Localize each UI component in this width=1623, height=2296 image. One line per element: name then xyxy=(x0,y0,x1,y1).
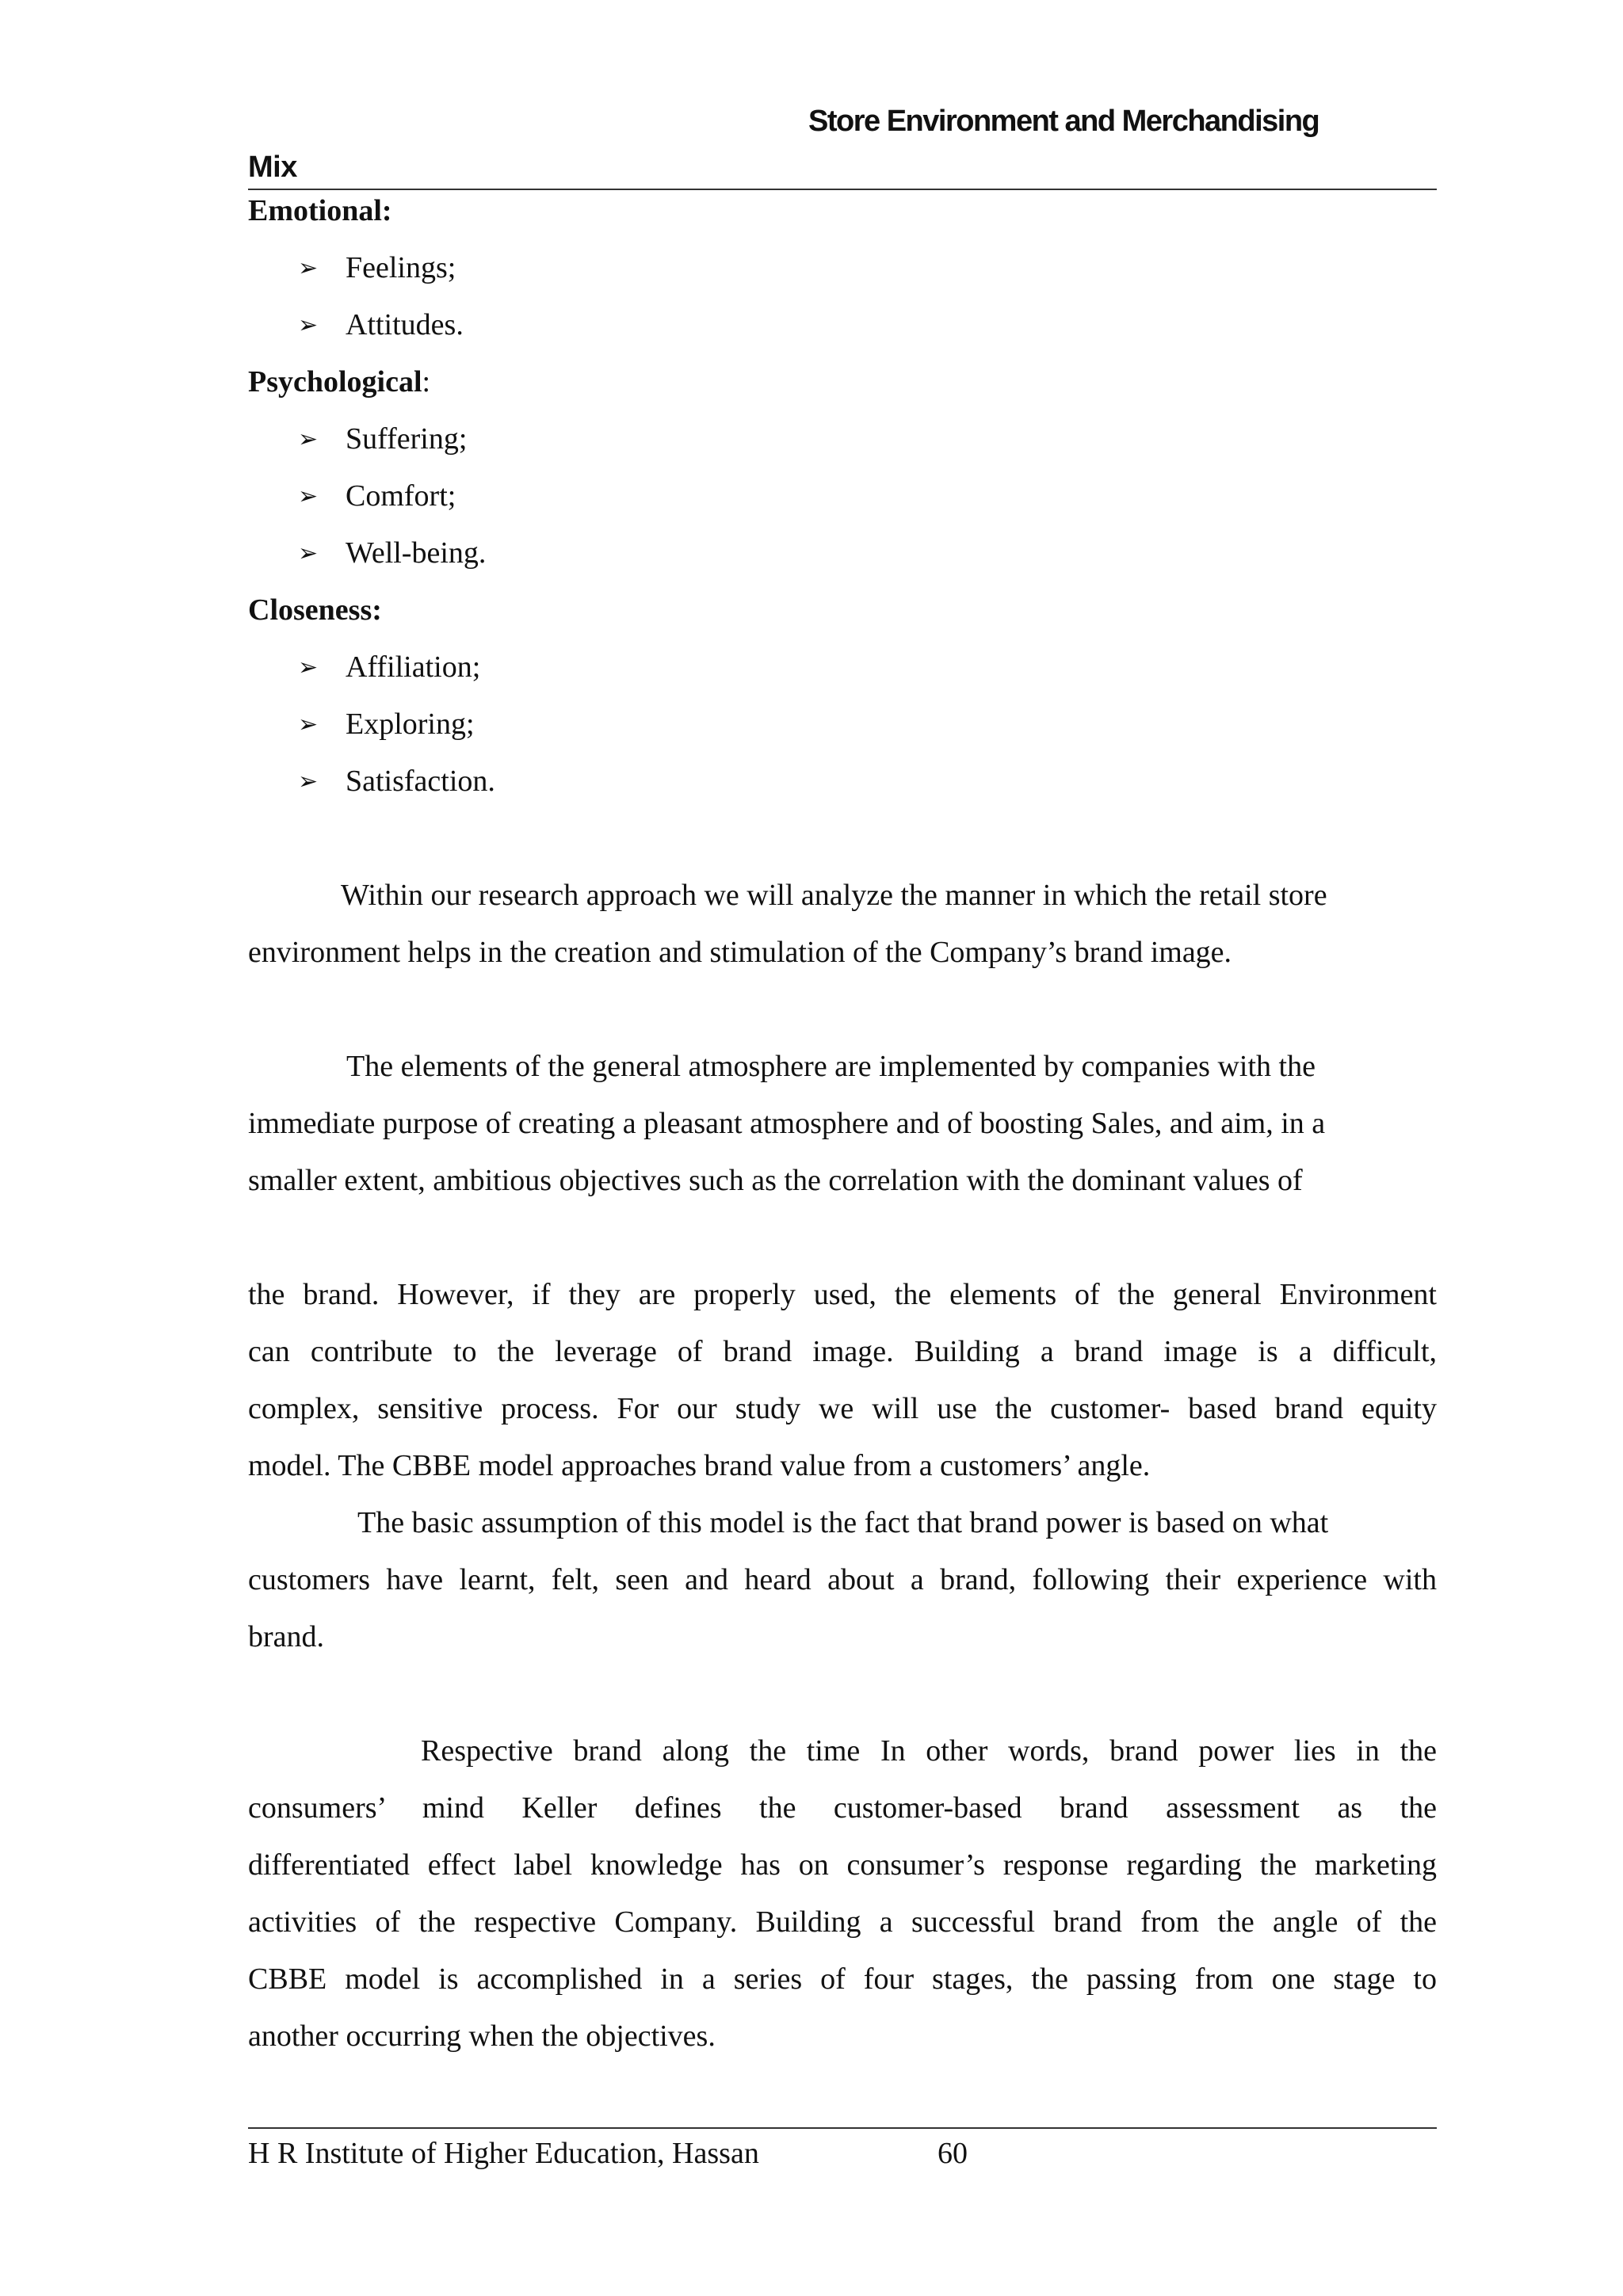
paragraph-line: brand. xyxy=(248,1620,325,1653)
list-item-label: Satisfaction. xyxy=(346,765,495,798)
section-heading-text: Psychological xyxy=(248,365,422,399)
list-item xyxy=(298,763,495,800)
list-item xyxy=(298,250,456,287)
section-heading-emotional: Emotional: xyxy=(248,194,392,227)
running-header-title: Store Environment and Merchandising xyxy=(808,105,1319,138)
paragraph-line: customers have learnt, felt, seen and heard about a brand, following their experience with xyxy=(248,1563,1437,1596)
arrow-bullet-icon: ➢ xyxy=(298,768,319,795)
paragraph-line: CBBE model is accomplished in a series of four stages, the passing from one stage to xyxy=(248,1962,1437,1996)
list-item xyxy=(298,421,467,458)
paragraph-line: smaller extent, ambitious objectives such as the correlation with the dominant values of xyxy=(248,1164,1303,1197)
paragraph-line: complex, sensitive process. For our study we will use the customer- based brand equity xyxy=(248,1392,1437,1425)
section-heading-colon: : xyxy=(422,365,431,399)
list-item-label: Well-being. xyxy=(346,536,487,570)
list-item xyxy=(298,706,475,743)
list-item-label: Comfort; xyxy=(346,479,456,513)
paragraph-line: The basic assumption of this model is the fact that brand power is based on what xyxy=(357,1506,1329,1539)
list-item xyxy=(298,649,480,686)
paragraph-line: another occurring when the objectives. xyxy=(248,2019,716,2053)
arrow-bullet-icon: ➢ xyxy=(298,311,319,339)
arrow-bullet-icon: ➢ xyxy=(298,540,319,567)
list-item xyxy=(298,478,456,515)
paragraph-line: Respective brand along the time In other words, brand power lies in the xyxy=(421,1734,1437,1768)
paragraph-line: consumers’ mind Keller defines the customer-based brand assessment as the xyxy=(248,1791,1437,1825)
paragraph-line: The elements of the general atmosphere are implemented by companies with the xyxy=(346,1050,1316,1083)
paragraph-line: immediate purpose of creating a pleasant atmosphere and of boosting Sales, and aim, in a xyxy=(248,1107,1326,1140)
list-item-label: Affiliation; xyxy=(346,650,481,684)
section-heading-psychological xyxy=(248,364,430,400)
arrow-bullet-icon: ➢ xyxy=(298,254,319,282)
paragraph-line: environment helps in the creation and stimulation of the Company’s brand image. xyxy=(248,936,1232,969)
section-heading-closeness: Closeness: xyxy=(248,593,382,627)
list-item-label: Attitudes. xyxy=(346,308,464,341)
list-item-label: Exploring; xyxy=(346,707,475,741)
list-item xyxy=(298,307,464,344)
arrow-bullet-icon: ➢ xyxy=(298,482,319,510)
footer-institution: H R Institute of Higher Education, Hassan xyxy=(248,2137,759,2170)
paragraph-line: model. The CBBE model approaches brand value from a customers’ angle. xyxy=(248,1449,1151,1482)
arrow-bullet-icon: ➢ xyxy=(298,654,319,681)
paragraph-line: activities of the respective Company. Building a successful brand from the angle of the xyxy=(248,1905,1437,1939)
paragraph-line: can contribute to the leverage of brand image. Building a brand image is a difficult, xyxy=(248,1335,1437,1368)
arrow-bullet-icon: ➢ xyxy=(298,711,319,738)
paragraph-line: differentiated effect label knowledge has on consumer’s response regarding the marketing xyxy=(248,1848,1437,1882)
footer-rule xyxy=(248,2127,1437,2129)
arrow-bullet-icon: ➢ xyxy=(298,425,319,453)
list-item xyxy=(298,535,486,572)
paragraph-line: Within our research approach we will analyze the manner in which the retail store xyxy=(341,879,1327,912)
running-header-title-continued: Mix xyxy=(248,151,297,184)
list-item-label: Feelings; xyxy=(346,251,456,284)
list-item-label: Suffering; xyxy=(346,422,468,456)
page-number: 60 xyxy=(938,2137,968,2170)
paragraph-line: the brand. However, if they are properly used, the elements of the general Environment xyxy=(248,1278,1437,1311)
header-rule xyxy=(248,189,1437,190)
